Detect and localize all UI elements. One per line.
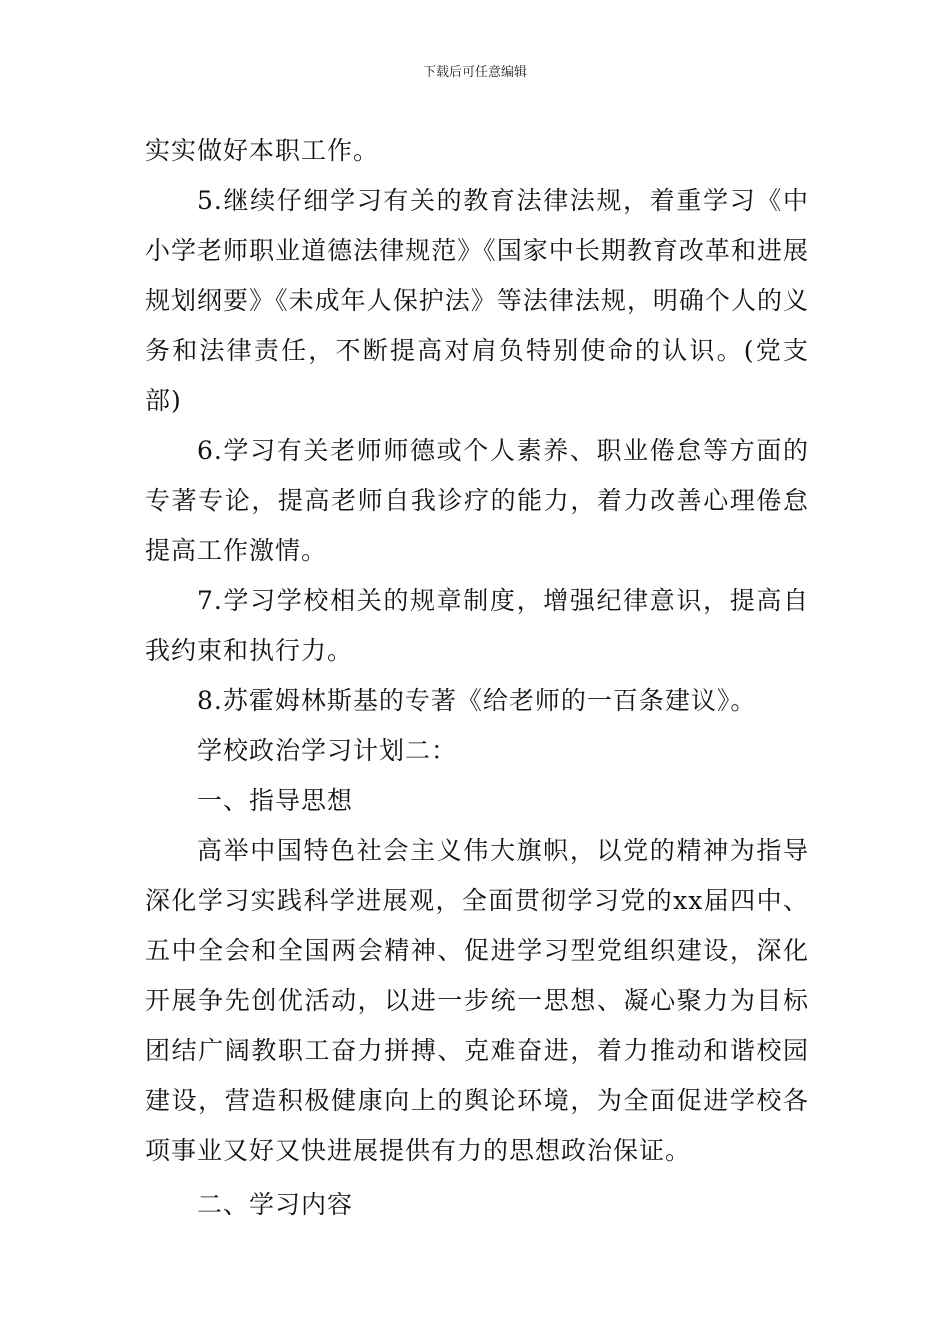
paragraph-guiding-ideology: 高举中国特色社会主义伟大旗帜，以党的精神为指导深化学习实践科学进展观，全面贯彻学习党的xx届四中、五中全会和全国两会精神、促进学习型党组织建设，深化开展争先创优活动，以进一步统一思想、凝心聚力为目标团结广阔教职工奋力拼搏、克难奋进，着力推动和谐校园建设，营造积极健康向上的舆论环境，为全面促进学校各项事业又好又快进展提供有力的思想政治保证。 (145, 836, 809, 1165)
paragraph-item-5: 5.继续仔细学习有关的教育法律法规，着重学习《中小学老师职业道德法律规范》《国家中长期教育改革和进展规划纲要》《未成年人保护法》等法律法规，明确个人的义务和法律责任，不断提高对肩负特别使命的认识。(党支部) (145, 186, 809, 415)
heading-guiding-ideology: 一、指导思想 (197, 786, 354, 815)
paragraph-item-6: 6.学习有关老师师德或个人素养、职业倦怠等方面的专著专论，提高老师自我诊疗的能力，着力改善心理倦怠提高工作激情。 (145, 436, 809, 565)
paragraph-item-8: 8.苏霍姆林斯基的专著《给老师的一百条建议》。 (197, 686, 757, 715)
paragraph-item-7: 7.学习学校相关的规章制度，增强纪律意识，提高自我约束和执行力。 (145, 586, 809, 665)
heading-study-content: 二、学习内容 (197, 1190, 354, 1219)
document-body (145, 126, 809, 1230)
section-title-plan-two: 学校政治学习计划二： (197, 736, 458, 765)
page-header: 下载后可任意编辑 (422, 65, 527, 80)
paragraph-1: 实实做好本职工作。 (145, 136, 380, 165)
